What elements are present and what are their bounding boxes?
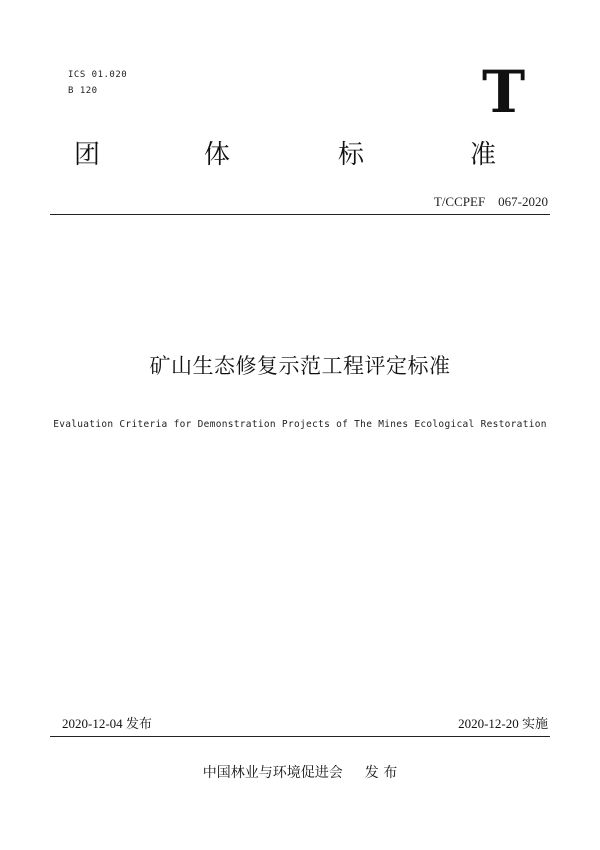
standard-mark: T [482, 58, 526, 126]
issuer [0, 764, 600, 782]
standard-type-char: 准 [470, 140, 497, 170]
standard-type-char: 团 [74, 140, 101, 170]
title-english: Evaluation Criteria for Demonstration Projects of The Mines Ecological Restoration [53, 419, 547, 430]
standard-type-char: 体 [204, 140, 231, 170]
title-chinese: 矿山生态修复示范工程评定标准 [149, 354, 451, 378]
top-divider [50, 214, 550, 215]
implement-date: 2020-12-20 实施 [458, 716, 548, 731]
standard-type [0, 138, 600, 178]
issuer-name: 中国林业与环境促进会 [202, 765, 343, 781]
standard-type-char: 标 [338, 140, 365, 170]
publish-date: 2020-12-04 发布 [62, 716, 152, 731]
bottom-divider [50, 736, 550, 737]
ics-code: ICS 01.020 [68, 70, 128, 80]
issuer-action: 发 布 [364, 765, 398, 781]
ccs-code: B 120 [68, 86, 98, 96]
standard-number: T/CCPEF 067-2020 [433, 194, 548, 209]
